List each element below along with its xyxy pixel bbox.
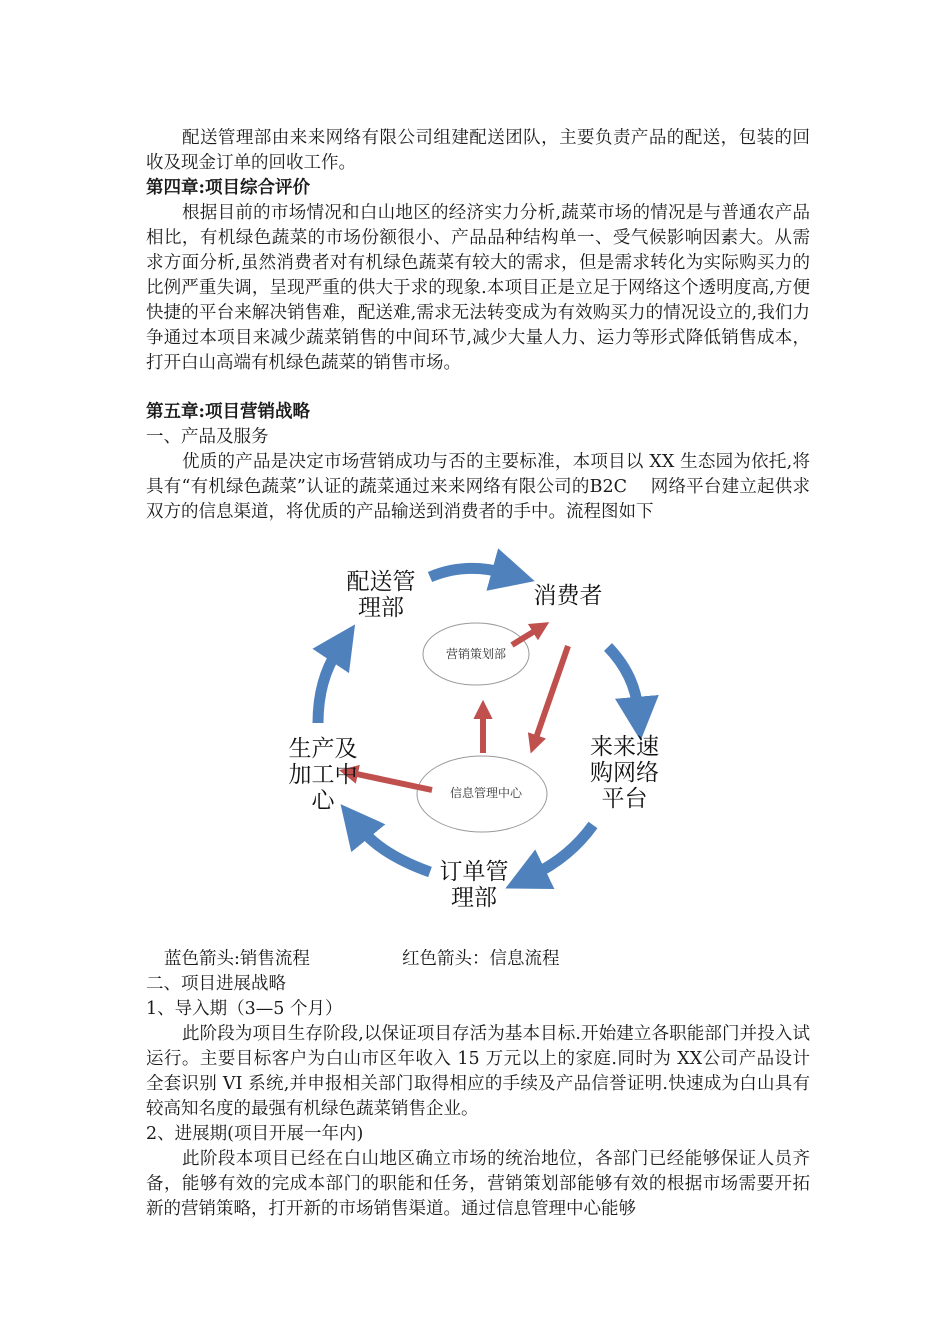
node-orders-dept: 订单管 理部 (439, 859, 509, 911)
chapter-5-heading: 第五章:项目营销战略 (146, 402, 310, 422)
phase-1-heading: 1、导入期（3—5 个月） (146, 999, 343, 1019)
red-arrow-consumer-to-info (535, 646, 568, 741)
legend-blue: 蓝色箭头:销售流程 (164, 949, 310, 969)
blue-arrow-delivery-to-consumer (430, 568, 505, 577)
chapter-4-heading: 第四章:项目综合评价 (146, 178, 310, 198)
section-2-heading: 二、项目进展战略 (146, 974, 286, 994)
node-platform: 来来速 购网络 平台 (590, 734, 659, 812)
blue-arrow-orders-to-production (360, 828, 430, 872)
section-1-heading: 一、产品及服务 (146, 427, 269, 447)
paragraph-delivery: 配送管理部由来来网络有限公司组建配送团队，主要负责产品的配送，包装的回收及现金订单的回收工作。 (146, 128, 810, 173)
node-production-center: 生产及 加工中 心 (288, 736, 358, 814)
marketing-dept-label: 营销策划部 (445, 647, 506, 661)
paragraph-product: 优质的产品是决定市场营销成功与否的主要标准，本项目以 XX 生态园为依托,将具有“有机绿色蔬菜”认证的蔬菜通过来来网络有限公司的B2C 网络平台建立起供求双方的信息渠道，将优质的产品输送到消费者的手中。流程图如下 (146, 452, 810, 522)
info-center-label: 信息管理中心 (449, 786, 522, 800)
paragraph-phase-2: 此阶段本项目已经在白山地区确立市场的统治地位，各部门已经能够保证人员齐备，能够有效的完成本部门的职能和任务，营销策划部能够有效的根据市场需要开拓新的营销策略，打开新的市场销售渠道。通过信息管理中心能够 (146, 1149, 810, 1219)
flow-diagram (250, 545, 710, 945)
blue-arrow-consumer-to-platform (608, 647, 638, 710)
legend-red: 红色箭头：信息流程 (402, 949, 560, 969)
phase-2-heading: 2、进展期(项目开展一年内) (146, 1124, 364, 1144)
paragraph-phase-1: 此阶段为项目生存阶段,以保证项目存活为基本目标.开始建立各职能部门并投入试运行。主要目标客户为白山市区年收入 15 万元以上的家庭.同时为 XX公司产品设计全套识别 VI 系统,并申报相关部门取得相应的手续及产品信誉证明.快速成为白山具有较高知名度的最强有机绿色蔬菜销售企业。 (146, 1024, 810, 1119)
paragraph-evaluation: 根据目前的市场情况和白山地区的经济实力分析,蔬菜市场的情况是与普通农产品相比，有机绿色蔬菜的市场份额很小、产品品种结构单一、受气候影响因素大。从需求方面分析,虽然消费者对有机绿色蔬菜有较大的需求，但是需求转化为实际购买力的比例严重失调，呈现严重的供大于求的现象.本项目正是立足于网络这个透明度高,方便快捷的平台来解决销售难，配送难,需求无法转变成为有效购买力的情况设立的,我们力争通过本项目来减少蔬菜销售的中间环节,减少大量人力、运力等形式降低销售成本，打开白山高端有机绿色蔬菜的销售市场。 (146, 203, 810, 373)
blue-arrow-production-to-delivery (318, 650, 338, 723)
blue-arrow-platform-to-orders (533, 825, 593, 875)
node-consumer: 消费者 (533, 583, 603, 609)
node-delivery-dept: 配送管 理部 (346, 569, 416, 621)
